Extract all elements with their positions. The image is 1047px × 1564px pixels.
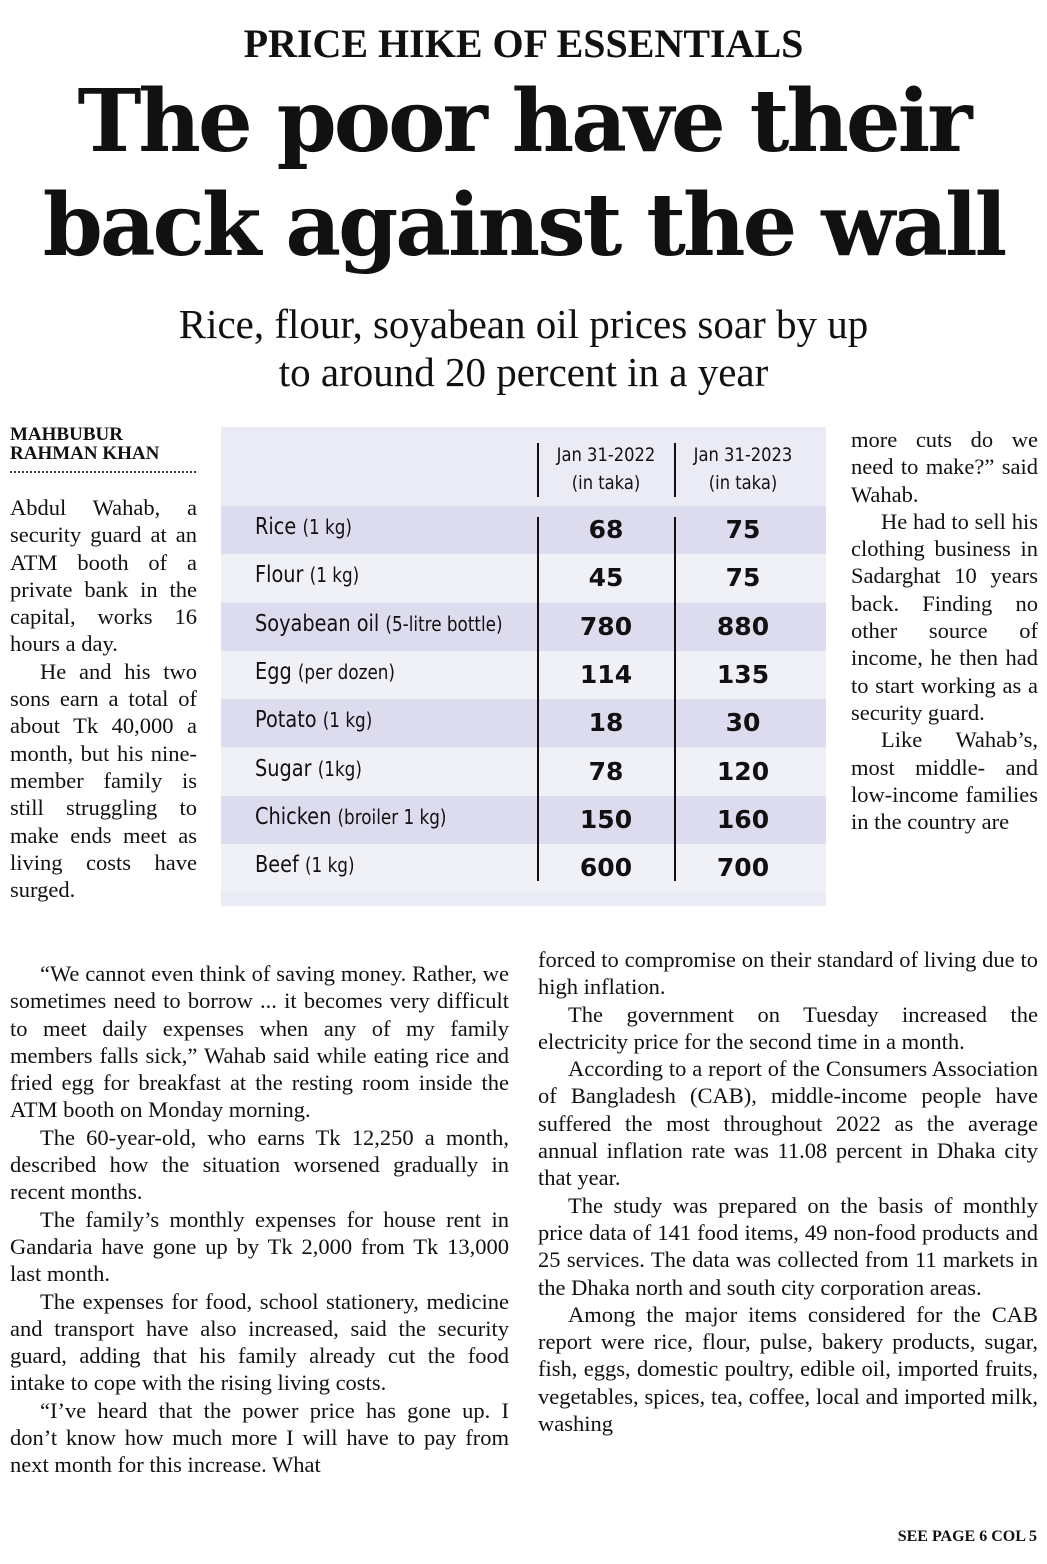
header-2022-unit: (in taka)	[571, 472, 641, 494]
paragraph: The expenses for food, school stationery, medicine and transport have also increased, said the security guard, adding that his family already cut the food intake to cope with the rising living costs.	[10, 1288, 509, 1396]
item-label	[255, 707, 372, 733]
item-name: Chicken	[255, 803, 332, 830]
item-unit: (1 kg)	[309, 563, 360, 588]
table-row	[221, 554, 826, 602]
subheadline-line-1: Rice, flour, soyabean oil prices soar by up	[178, 301, 869, 347]
byline-line-2: RAHMAN KHAN	[10, 443, 160, 464]
price-2023: 700	[716, 853, 770, 883]
headline-line-2: back against the wall	[42, 175, 1005, 276]
table-row	[221, 796, 826, 844]
header-2023-date: Jan 31-2023	[693, 444, 793, 466]
item-name: Beef	[255, 852, 299, 879]
header-2022-date: Jan 31-2022	[556, 444, 656, 466]
headline	[0, 70, 1047, 278]
item-label	[255, 852, 355, 878]
price-2023: 135	[716, 659, 770, 689]
header-2023	[685, 441, 800, 497]
price-2022: 114	[579, 659, 633, 689]
price-2022: 18	[588, 708, 624, 738]
item-name: Flour	[255, 562, 304, 589]
paragraph: He and his two sons earn a total of about Tk 40,000 a month, but his nine-member family is still struggling to make ends meet as living costs have surged.	[10, 658, 197, 903]
paragraph: forced to compromise on their standard of living due to high inflation.	[538, 947, 1038, 1000]
item-label	[255, 804, 446, 830]
kicker: PRICE HIKE OF ESSENTIALS	[243, 21, 804, 66]
item-unit: (1 kg)	[304, 853, 355, 878]
paragraph: The 60-year-old, who earns Tk 12,250 a month, described how the situation worsened gradually in recent months.	[10, 1124, 509, 1205]
price-2023: 120	[716, 756, 770, 786]
header-divider-2	[674, 443, 676, 497]
item-label	[255, 562, 359, 588]
item-name: Potato	[255, 707, 317, 734]
item-label	[255, 756, 362, 782]
header-2023-unit: (in taka)	[708, 472, 778, 494]
item-unit: (per dozen)	[297, 659, 395, 684]
item-unit: (broiler 1 kg)	[337, 804, 447, 829]
price-2022: 780	[579, 611, 633, 641]
table-row	[221, 748, 826, 796]
article-column-right-wide	[538, 946, 1038, 1437]
jump-line: SEE PAGE 6 COL 5	[897, 1528, 1037, 1545]
item-label	[255, 659, 395, 685]
item-name: Egg	[255, 658, 292, 685]
item-unit: (5-litre bottle)	[385, 611, 503, 636]
table-row	[221, 603, 826, 651]
price-2023: 75	[725, 515, 761, 544]
item-unit: (1kg)	[317, 756, 362, 781]
header-2022	[548, 441, 663, 497]
paragraph: Abdul Wahab, a security guard at an ATM booth of a private bank in the capital, works 16 hours a day.	[10, 495, 197, 657]
table-row	[221, 506, 826, 554]
item-label	[255, 514, 352, 540]
paragraph: “We cannot even think of saving money. Rather, we sometimes need to borrow ... it becomes very difficult to meet daily expenses when any of my family members falls sick,” Wahab said while eating rice and fried egg for breakfast at the resting room inside the ATM booth on Monday morning.	[10, 961, 509, 1123]
price-2022: 68	[588, 515, 624, 544]
paragraph: According to a report of the Consumers Association of Bangladesh (CAB), middle-income people have suffered the most throughout 2022 as the average annual inflation rate was 11.08 percent in Dhaka city that year.	[538, 1056, 1038, 1191]
subheadline-line-2: to around 20 percent in a year	[278, 349, 769, 395]
table-row	[221, 651, 826, 699]
paragraph: Among the major items considered for the CAB report were rice, flour, pulse, bakery products, sugar, fish, eggs, domestic poultry, edible oil, imported fruits, vegetables, spices, tea, coffee, local and imported milk, washing	[538, 1301, 1038, 1437]
paragraph: The study was prepared on the basis of monthly price data of 141 food items, 49 non-food products and 25 services. The data was collected from 11 markets in the Dhaka north and south city corporation areas.	[538, 1192, 1038, 1300]
paragraph: more cuts do we need to make?” said Wahab.	[851, 427, 1038, 507]
item-name: Rice	[255, 514, 297, 540]
price-2023: 75	[725, 563, 761, 593]
paragraph: He had to sell his clothing business in Sadarghat 10 years back. Finding no other source of income, he then had to start working as a security guard.	[851, 508, 1038, 725]
price-2022: 600	[579, 853, 633, 883]
headline-line-1: The poor have their	[77, 71, 970, 172]
article-column-right-narrow	[851, 426, 1038, 835]
column-divider-1	[537, 517, 539, 881]
price-2022: 78	[588, 756, 624, 786]
price-2023: 160	[716, 804, 770, 834]
byline	[10, 425, 196, 473]
item-unit: (1 kg)	[302, 515, 352, 539]
price-2023: 880	[716, 611, 770, 641]
price-2022: 45	[588, 563, 624, 593]
article-column-left-wide	[10, 960, 509, 1479]
paragraph: “I’ve heard that the power price has gone up. I don’t know how much more I will have to pay from next month for this increase. What	[10, 1397, 509, 1478]
column-divider-2	[674, 517, 676, 881]
table-row	[221, 844, 826, 892]
paragraph: The government on Tuesday increased the electricity price for the second time in a month.	[538, 1001, 1038, 1054]
paragraph: Like Wahab’s, most middle- and low-income families in the country are	[851, 727, 1038, 835]
paragraph: The family’s monthly expenses for house rent in Gandaria have gone up by Tk 2,000 from Tk 13,000 last month.	[10, 1206, 509, 1287]
price-2022: 150	[579, 804, 633, 834]
header-divider-1	[537, 443, 539, 497]
byline-line-1: MAHBUBUR	[10, 424, 123, 445]
item-name: Soyabean oil	[255, 610, 380, 637]
article-column-left-narrow	[10, 494, 197, 903]
price-2023: 30	[725, 708, 761, 738]
table-row	[221, 699, 826, 747]
item-label	[255, 611, 503, 637]
table-header	[221, 427, 826, 506]
price-table	[221, 427, 826, 906]
item-unit: (1 kg)	[322, 708, 373, 733]
subheadline	[0, 300, 1047, 396]
item-name: Sugar	[255, 755, 312, 782]
